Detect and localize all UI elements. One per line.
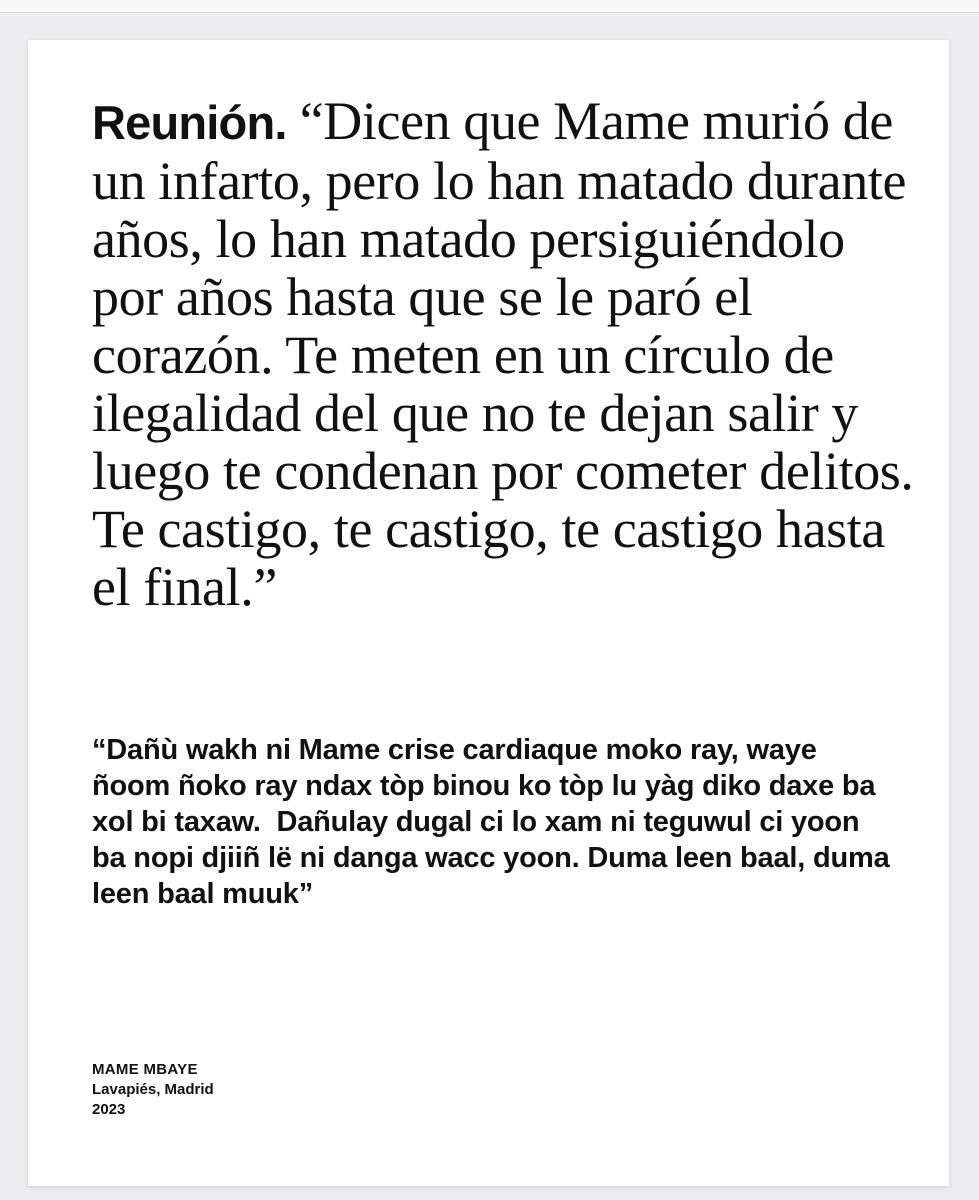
spanish-quote: [92, 92, 922, 616]
credit-block: [92, 1060, 214, 1120]
quote-body: “Dicen que Mame murió de un infarto, pero lo han matado durante años, lo han matado persiguiéndolo por años hasta que se le paró el corazón. Te meten en un círculo de ilegalidad del que no te dejan salir y luego te condenan por cometer delitos. Te castigo, te castigo, te castigo hasta el final.”: [92, 91, 914, 617]
quote-card: [28, 40, 949, 1186]
quote-year: 2023: [92, 1101, 126, 1118]
quote-lead-title: Reunión.: [92, 96, 287, 149]
author-name: MAME MBAYE: [92, 1061, 198, 1078]
wolof-quote: “Dañù wakh ni Mame crise cardiaque moko ray, waye ñoom ñoko ray ndax tòp binou ko tòp lu yàg diko daxe ba xol bi taxaw. Dañulay dugal ci lo xam ni teguwul ci yoon ba nopi djiiñ lë ni danga wacc yoon. Duma leen baal, duma leen baal muuk”: [92, 734, 898, 910]
top-bar: [0, 0, 979, 13]
author-location: Lavapiés, Madrid: [92, 1081, 214, 1098]
